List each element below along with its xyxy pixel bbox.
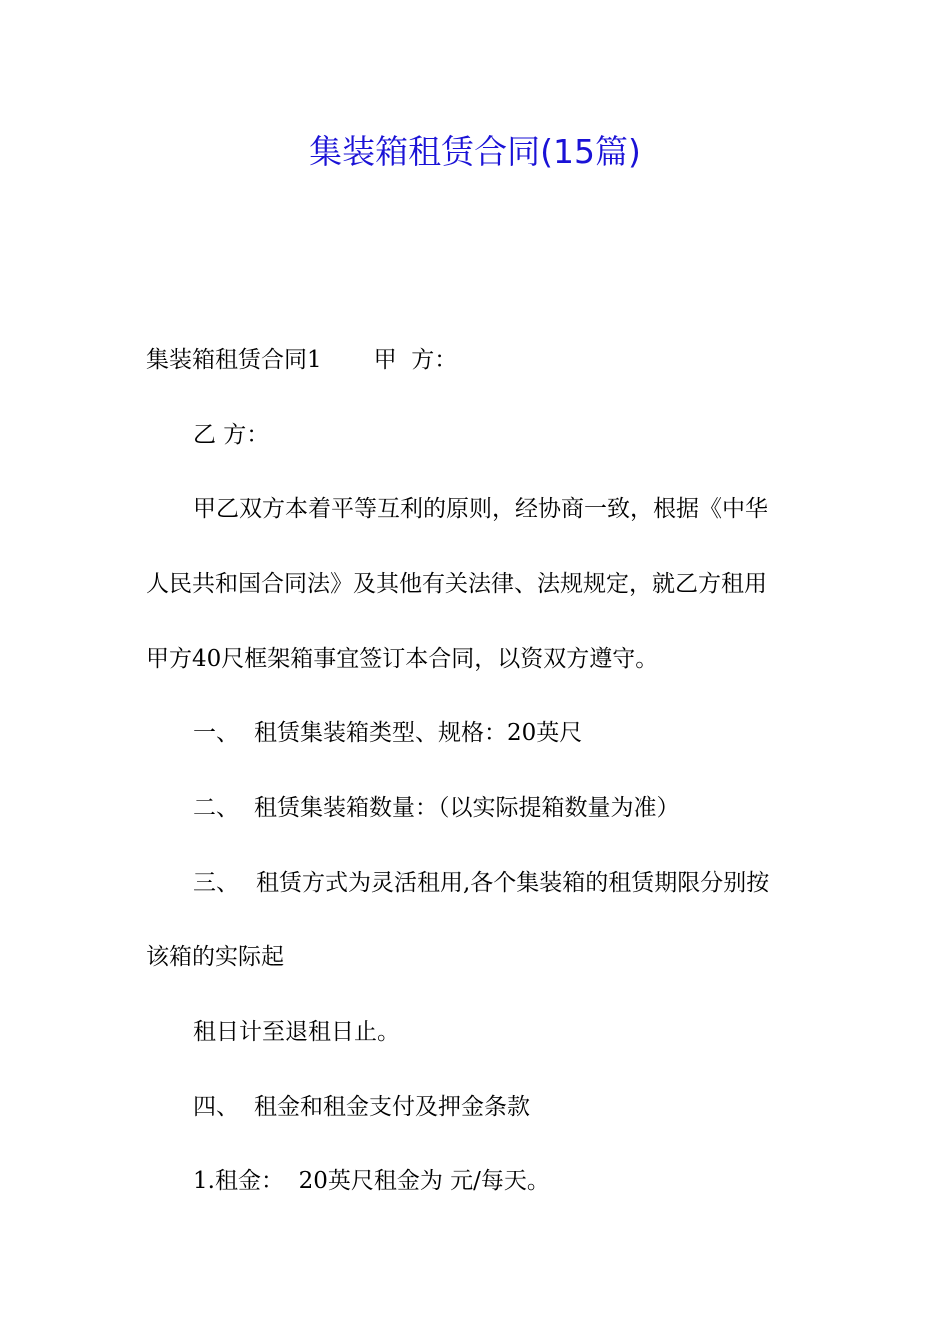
clause-line (193, 1090, 530, 1124)
party-b-label: 乙 方： (193, 422, 270, 448)
contract-heading: 集装箱租赁合同1 (146, 347, 322, 373)
party-a-label: 甲 方： (373, 347, 458, 373)
clause-line (193, 866, 769, 900)
rent-item-line: 1.租金： 20英尺租金为 元/每天。 (193, 1168, 550, 1194)
clause-text: 租赁方式为灵活租用,各个集装箱的租赁期限分别按 (256, 870, 770, 896)
paragraph-line: 该箱的实际起 (146, 944, 284, 970)
clause-text: 租赁集装箱类型、规格：20英尺 (254, 720, 583, 746)
paragraph-line: 租日计至退租日止。 (193, 1019, 400, 1045)
clause-number: 四、 (193, 1094, 239, 1120)
clause-text: 租金和租金支付及押金条款 (254, 1094, 530, 1120)
paragraph-line: 甲乙双方本着平等互利的原则，经协商一致，根据《中华 (193, 496, 768, 522)
clause-line (193, 716, 582, 750)
clause-number: 一、 (193, 720, 239, 746)
clause-line (193, 791, 680, 825)
paragraph-line (146, 343, 457, 377)
clause-text: 租赁集装箱数量：（以实际提箱数量为准） (254, 795, 680, 821)
document-title: 集装箱租赁合同(15篇) (309, 132, 641, 171)
clause-number: 二、 (193, 795, 239, 821)
paragraph-line: 人民共和国合同法》及其他有关法律、法规规定，就乙方租用 (146, 571, 767, 597)
paragraph-line: 甲方40尺框架箱事宜签订本合同，以资双方遵守。 (146, 646, 659, 672)
clause-number: 三、 (193, 870, 239, 896)
